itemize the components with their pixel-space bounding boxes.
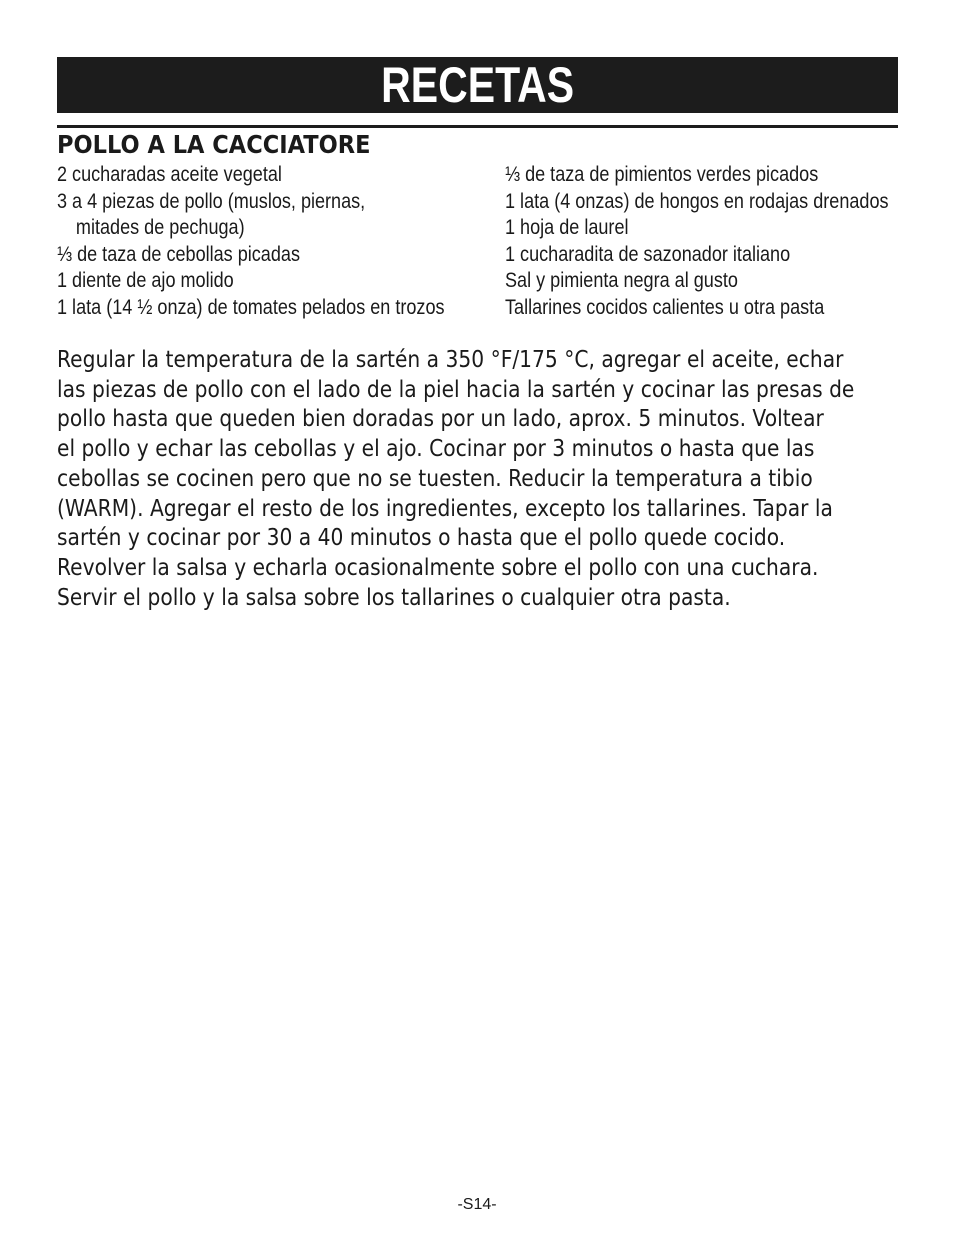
instruction-line: (WARM). Agregar el resto de los ingredientes, excepto los tallarines. Tapar la [57, 495, 833, 522]
ingredients-right-column [505, 162, 951, 321]
instruction-line: Revolver la salsa y echarla ocasionalmente sobre el pollo con una cuchara. [57, 554, 819, 581]
page-number: -S14- [457, 1196, 497, 1213]
ingredient-item: ⅓ de taza de cebollas picadas [57, 242, 300, 266]
instruction-line: pollo hasta que queden bien doradas por un lado, aprox. 5 minutos. Voltear [57, 406, 824, 433]
section-banner [57, 57, 898, 113]
ingredient-item: 3 a 4 piezas de pollo (muslos, piernas, [57, 189, 366, 213]
section-title: RECETAS [381, 57, 574, 113]
ingredient-item: Sal y pimienta negra al gusto [505, 269, 738, 292]
instruction-line: Regular la temperatura de la sartén a 350 °F/175 °C, agregar el aceite, echar [57, 347, 844, 373]
ingredient-item: 1 lata (14 ½ onza) de tomates pelados en trozos [57, 295, 445, 319]
ingredient-item: 1 hoja de laurel [505, 216, 629, 239]
ingredient-item: Tallarines cocidos calientes u otra pasta [505, 295, 825, 319]
instruction-line: sartén y cocinar por 30 a 40 minutos o hasta que el pollo quede cocido. [57, 525, 786, 552]
title-divider [57, 125, 898, 128]
instruction-line: el pollo y echar las cebollas y el ajo. Cocinar por 3 minutos o hasta que las [57, 436, 815, 463]
ingredient-item: 1 cucharadita de sazonador italiano [505, 242, 791, 266]
ingredients-left-column [57, 162, 508, 321]
recipe-title-text: POLLO A LA CACCIATORE [57, 130, 371, 159]
recipe-instructions [57, 346, 897, 613]
ingredient-item-continuation: mitades de pechuga) [75, 216, 245, 239]
ingredient-item: 1 diente de ajo molido [57, 269, 234, 292]
ingredient-item: 2 cucharadas aceite vegetal [57, 163, 282, 186]
instruction-line: Servir el pollo y la salsa sobre los tallarines o cualquier otra pasta. [57, 584, 731, 611]
ingredient-item: 1 lata (4 onzas) de hongos en rodajas drenados [505, 189, 889, 213]
recipe-title [57, 130, 405, 160]
instruction-line: cebollas se cocinen pero que no se tuesten. Reducir la temperatura a tibio [57, 465, 813, 492]
instruction-line: las piezas de pollo con el lado de la piel hacia la sartén y cocinar las presas de [57, 376, 855, 403]
ingredient-item: ⅓ de taza de pimientos verdes picados [505, 163, 819, 186]
